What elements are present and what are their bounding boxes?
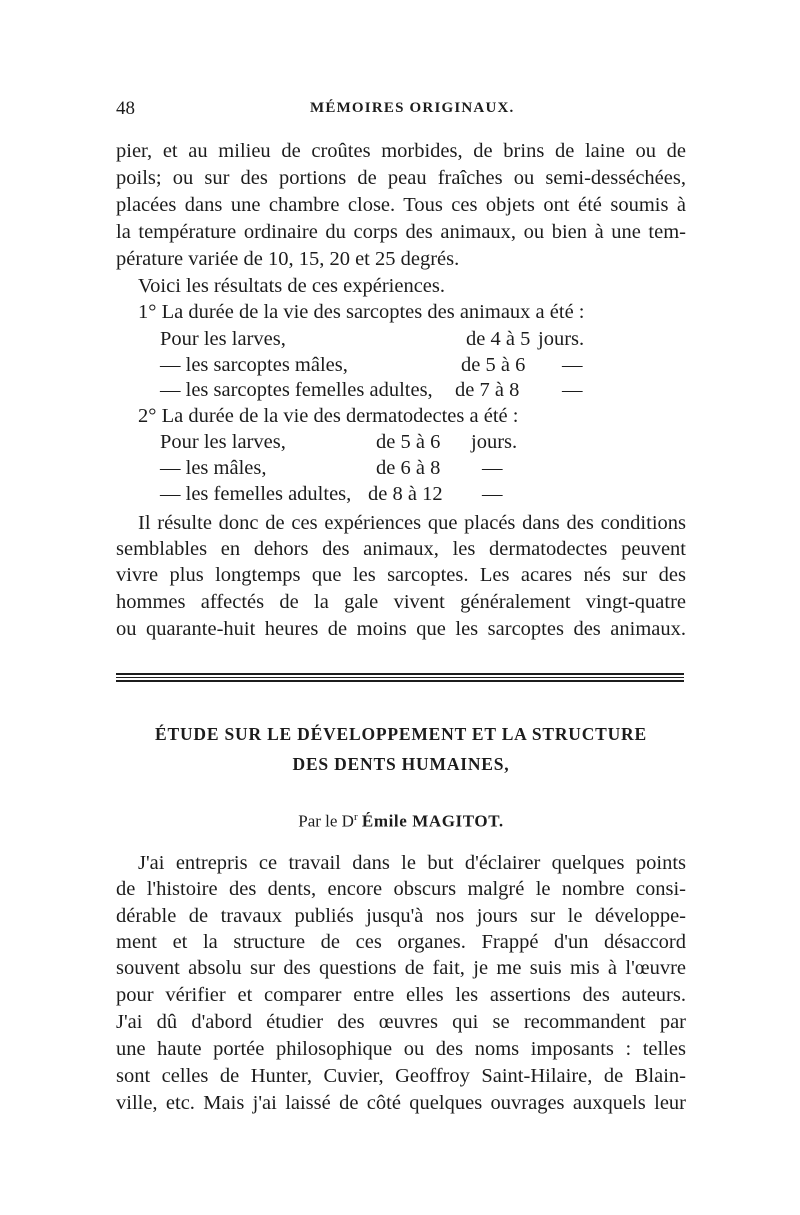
- dermatodectes-heading: 2° La durée de la vie des dermatodectes a été :: [138, 405, 519, 427]
- dermatodectes-row-range: de 5 à 6: [376, 431, 441, 453]
- sarcoptes-row-unit: jours.: [538, 328, 585, 350]
- paragraph-line: vivre plus longtemps que les sarcoptes. Les acares nés sur des: [116, 564, 686, 586]
- dermatodectes-row-label: — les femelles adultes,: [160, 483, 352, 505]
- sarcoptes-row-range: de 4 à 5: [466, 328, 531, 350]
- paragraph-line: pérature variée de 10, 15, 20 et 25 degrés.: [116, 248, 460, 270]
- dermatodectes-row-range: de 6 à 8: [376, 457, 441, 479]
- paragraph-line: souvent absolu sur des questions de fait, je me suis mis à l'œuvre: [116, 957, 686, 979]
- results-intro: Voici les résultats de ces expériences.: [138, 275, 446, 297]
- paragraph-line: placées dans une chambre close. Tous ces objets ont été soumis à: [116, 194, 686, 216]
- paragraph-line: dérable de travaux publiés jusqu'à nos jours sur le développe-: [116, 905, 686, 927]
- divider-rule: [116, 677, 684, 678]
- dermatodectes-row-unit: —: [482, 483, 503, 505]
- sarcoptes-row-range: de 5 à 6: [461, 354, 526, 376]
- dermatodectes-row-range: de 8 à 12: [368, 483, 443, 505]
- article-byline: [116, 805, 686, 834]
- paragraph-line: semblables en dehors des animaux, les dermatodectes peuvent: [116, 538, 686, 560]
- paragraph-line: J'ai dû d'abord étudier des œuvres qui se recommandent par: [116, 1011, 686, 1033]
- paragraph-line: pier, et au milieu de croûtes morbides, de brins de laine ou de: [116, 140, 686, 162]
- byline-superscript: r: [353, 811, 358, 823]
- paragraph-line: poils; ou sur des portions de peau fraîches ou semi-desséchées,: [116, 167, 686, 189]
- paragraph-line: la température ordinaire du corps des animaux, ou bien à une tem-: [116, 221, 686, 243]
- article-title-line2: DES DENTS HUMAINES,: [292, 754, 510, 774]
- sarcoptes-row-range: de 7 à 8: [455, 379, 520, 401]
- paragraph-line: ment et la structure de ces organes. Frappé d'un désaccord: [116, 931, 686, 953]
- paragraph-line: J'ai entrepris ce travail dans le but d'éclairer quelques points: [138, 852, 686, 874]
- sarcoptes-row-label: — les sarcoptes mâles,: [160, 354, 348, 376]
- byline-prefix: Par le D: [298, 811, 354, 831]
- divider-rule: [116, 680, 684, 682]
- dermatodectes-row-label: — les mâles,: [160, 457, 267, 479]
- paragraph-line: Il résulte donc de ces expériences que placés dans des conditions: [138, 512, 686, 534]
- sarcoptes-heading: 1° La durée de la vie des sarcoptes des animaux a été :: [138, 301, 585, 323]
- paragraph-line: hommes affectés de la gale vivent généralement vingt-quatre: [116, 591, 686, 613]
- sarcoptes-row-unit: —: [562, 354, 583, 376]
- paragraph-line: sont celles de Hunter, Cuvier, Geoffroy Saint-Hilaire, de Blain-: [116, 1065, 686, 1087]
- dermatodectes-row-unit: jours.: [471, 431, 518, 453]
- paragraph-line: pour vérifier et comparer entre elles les assertions des auteurs.: [116, 984, 686, 1006]
- dermatodectes-row-label: Pour les larves,: [160, 431, 286, 453]
- page-number: 48: [116, 98, 135, 119]
- page-header: [116, 98, 686, 122]
- sarcoptes-row-label: — les sarcoptes femelles adultes,: [160, 379, 433, 401]
- dermatodectes-row-unit: —: [482, 457, 503, 479]
- article-title-line1: ÉTUDE SUR LE DÉVELOPPEMENT ET LA STRUCTURE: [155, 724, 647, 744]
- paragraph-line: de l'histoire des dents, encore obscurs malgré le nombre consi-: [116, 878, 686, 900]
- section-divider: [116, 673, 684, 683]
- author-name: Émile MAGITOT.: [361, 811, 504, 831]
- sarcoptes-row-label: Pour les larves,: [160, 328, 286, 350]
- paragraph-line: ou quarante-huit heures de moins que les sarcoptes des animaux.: [116, 618, 686, 640]
- sarcoptes-row-unit: —: [562, 379, 583, 401]
- running-head: MÉMOIRES ORIGINAUX.: [310, 100, 515, 116]
- paragraph-line: ville, etc. Mais j'ai laissé de côté quelques ouvrages auxquels leur: [116, 1092, 686, 1114]
- divider-rule: [116, 673, 684, 675]
- paragraph-line: une haute portée philosophique ou des noms imposants : telles: [116, 1038, 686, 1060]
